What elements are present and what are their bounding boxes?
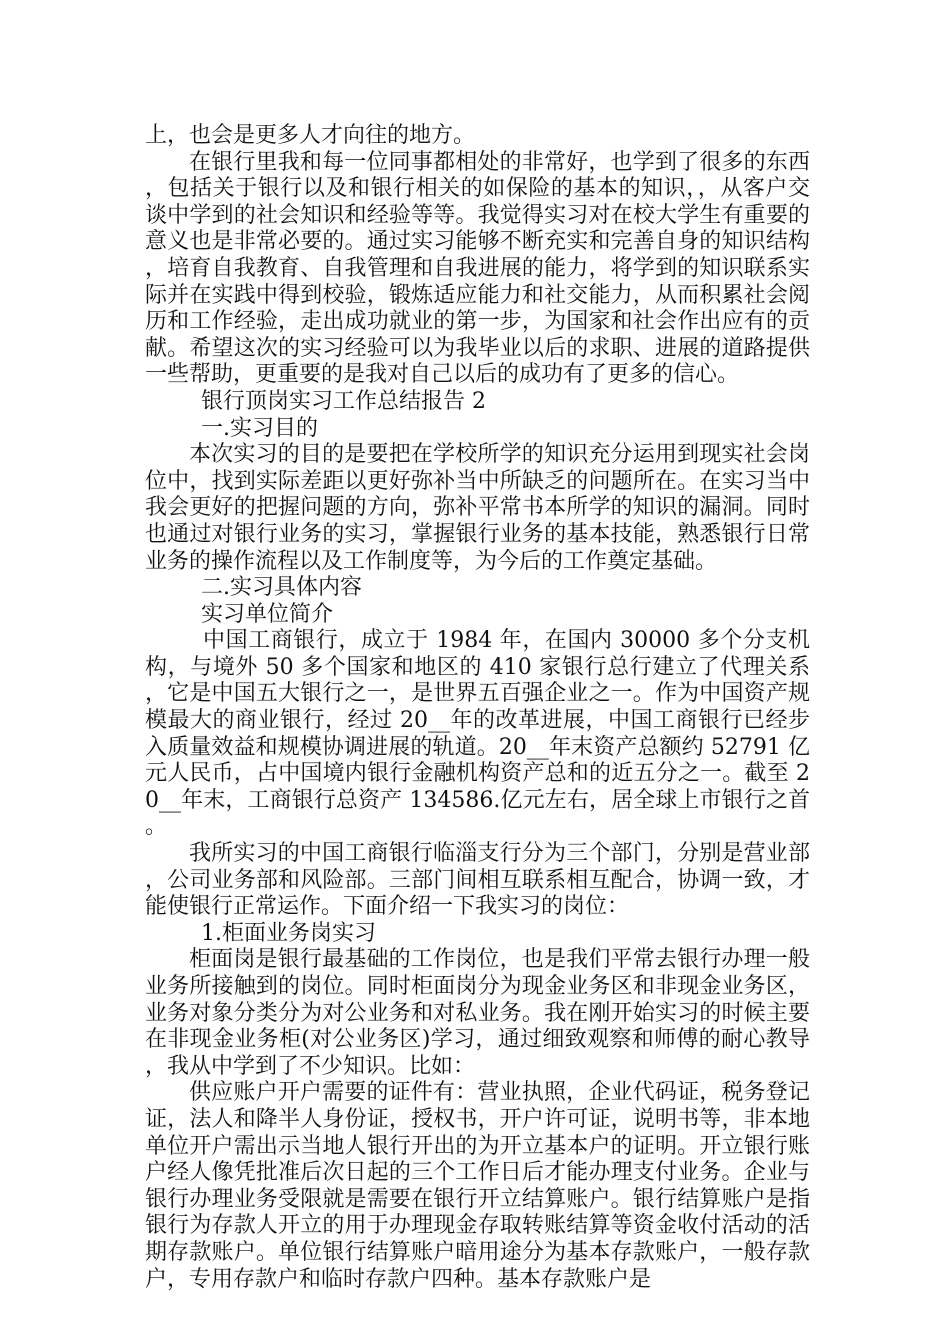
paragraph-counter-business: 柜面岗是银行最基础的工作岗位，也是我们平常去银行办理一般业务所接触到的岗位。同时柜面岗分为现金业务区和非现金业务区，业务对象分类分为对公业务和对私业务。我在刚开始实习的时候主要在非现金业务柜(对公业务区)学习，通过细致观察和师傅的耐心教导，我从中学到了不少知识。比如：: [145, 947, 810, 1079]
paragraph-continuation: 上，也会是更多人才向往的地方。: [145, 123, 476, 148]
heading-internship-content: 二.实习具体内容: [201, 575, 362, 601]
heading-unit-introduction: 实习单位简介: [201, 601, 334, 627]
paragraph-account-opening: 供应账户开户需要的证件有：营业执照，企业代码证，税务登记证，法人和降半人身份证，授权书，开户许可证，说明书等，非本地单位开户需出示当地人银行开出的为开立基本户的证明。开立银行账户经人像凭批准后次日起的三个工作日后才能办理支付业务。企业与银行办理业务受限就是需要在银行开立结算账户。银行结算账户是指银行为存款人开立的用于办理现金存取转账结算等资金收付活动的活期存款账户。单位银行结算账户暗用途分为基本存款账户，一般存款户，专用存款户和临时存款户四种。基本存款账户是: [145, 1080, 810, 1292]
paragraph-branch-departments: 我所实习的中国工商银行临淄支行分为三个部门，分别是营业部，公司业务部和风险部。三部门间相互联系相互配合，协调一致，才能使银行正常运作。下面介绍一下我实习的岗位：: [145, 841, 810, 920]
paragraph-internship-purpose: 本次实习的目的是要把在学校所学的知识充分运用到现实社会岗位中，找到实际差距以更好弥补当中所缺乏的问题所在。在实习当中我会更好的把握问题的方向，弥补平常书本所学的知识的漏洞。同时也通过对银行业务的实习，掌握银行业务的基本技能，熟悉银行日常业务的操作流程以及工作制度等，为今后的工作奠定基础。: [145, 442, 810, 574]
paragraph-internship-reflection: 在银行里我和每一位同事都相处的非常好，也学到了很多的东西，包括关于银行以及和银行相关的如保险的基本的知识，，从客户交谈中学到的社会知识和经验等等。我觉得实习对在校大学生有重要的意义也是非常必要的。通过实习能够不断充实和完善自身的知识结构，培育自我教育、自我管理和自我进展的能力，将学到的知识联系实际并在实践中得到校验，锻炼适应能力和社交能力，从而积累社会阅历和工作经验，走出成功就业的第一步，为国家和社会作出应有的贡献。希望这次的实习经验可以为我毕业以后的求职、进展的道路提供一些帮助，更重要的是我对自己以后的成功有了更多的信心。: [145, 149, 810, 388]
document-body: [145, 123, 810, 1293]
heading-counter-business: 1.柜面业务岗实习: [201, 920, 376, 946]
section-title-report-2: 银行顶岗实习工作总结报告 2: [201, 388, 486, 414]
paragraph-icbc-introduction: 中国工商银行，成立于 1984 年，在国内 30000 多个分支机构，与境外 50 多个国家和地区的 410 家银行总行建立了代理关系，它是中国五大银行之一，是世界五百强企业之一。作为中国资产规模最大的商业银行，经过 20__年的改革进展，中国工商银行已经步入质量效益和规模协调进展的轨道。20__年末资产总额约 52791 亿元人民币，占中国境内银行金融机构资产总和的近五分之一。截至 20__年末，工商银行总资产 134586.亿元左右，居全球上市银行之首。: [145, 628, 810, 840]
heading-internship-purpose: 一.实习目的: [201, 415, 318, 441]
